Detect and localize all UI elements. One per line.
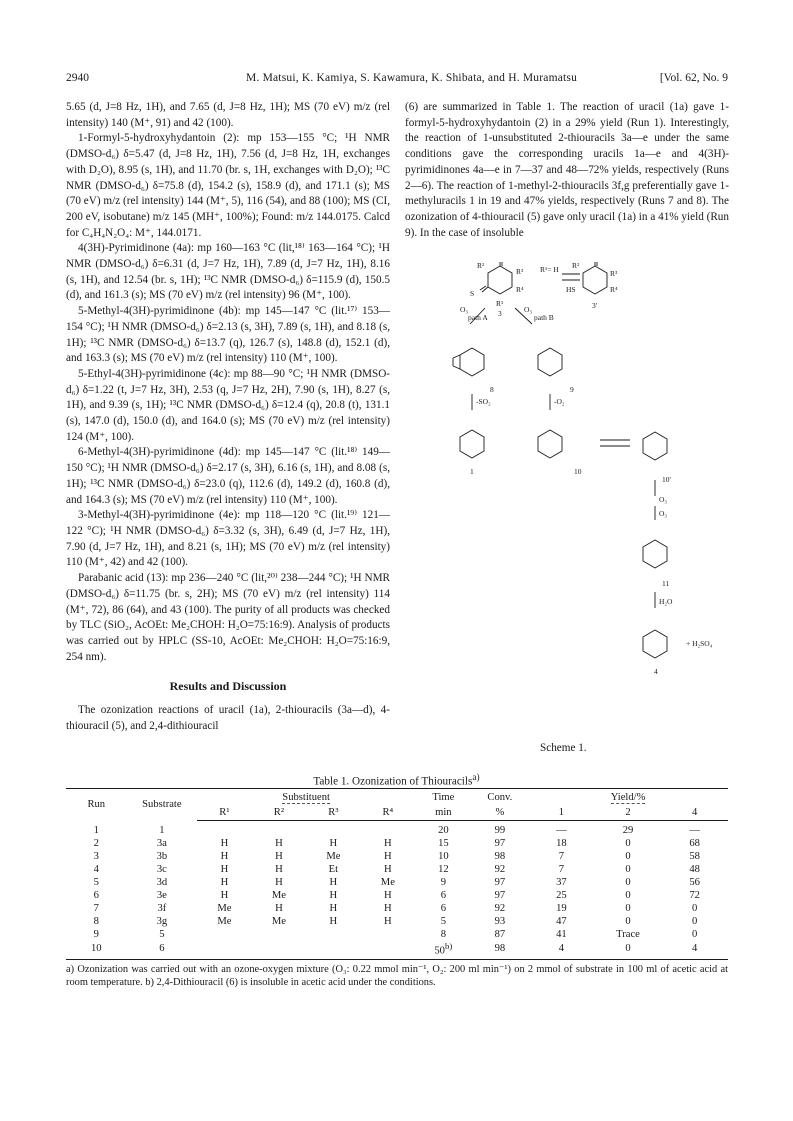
experimental-paragraph: 5-Ethyl-4(3H)-pyrimidinone (4c): mp 88—90 °C; ¹H NMR (DMSO-d₆) δ=1.22 (t, J=7 Hz, 3H), 2.53 (q, J=7 Hz, 2H), 7.90 (s, 1H), 8.27 (s, 1H), and 9.39 (s, 1H); ¹³C NMR (DMSO-d₆) δ=12.4 (q), 20.8 (t), 131.1 (s), 147.0 (d), 150.0 (d), and 164.0 (s); MS (70 eV) m/z (rel intensity) 124 (M⁺, 100).: [66, 367, 390, 443]
table-cell: 9: [440, 877, 446, 888]
table-cell: 3b: [156, 851, 168, 862]
table-cell: 5: [93, 877, 99, 888]
table-row: [66, 902, 728, 915]
scheme-label-o3-a: O₃: [460, 305, 469, 314]
table-cell: 56: [689, 877, 700, 888]
table-cell: 0: [625, 838, 631, 849]
experimental-paragraph: 3-Methyl-4(3H)-pyrimidinone (4e): mp 118—120 °C (lit.¹⁹⁾ 121—122 °C); ¹H NMR (DMSO-d₆) δ=3.32 (s, 3H), 6.49 (d, J=7 Hz, 1H), 7.90 (d, J=7 Hz, 1H), and 8.21 (s, 1H); MS (70 eV) m/z (rel intensity) 110 (M⁺, 42) and 42 (100).: [66, 509, 390, 569]
table-cell: 6: [440, 890, 446, 901]
table-cell: [252, 821, 306, 838]
scheme-caption: Scheme 1.: [540, 742, 587, 754]
table-row: [66, 889, 728, 902]
table-cell: H: [220, 877, 229, 888]
table-row: [66, 915, 728, 928]
table-cell: Me: [271, 916, 286, 927]
table-cell: [197, 941, 251, 959]
scheme-label-h2so4: + H₂SO₄: [686, 639, 713, 648]
scheme-label-r3: R³: [610, 269, 618, 278]
table-cell: 25: [556, 890, 567, 901]
table-cell: 3e: [156, 890, 167, 901]
table-cell: [415, 941, 472, 959]
ozonization-table: [66, 788, 728, 960]
compound-label-3: 3: [498, 309, 502, 318]
section-title: Results and Discussion: [169, 679, 287, 694]
table-cell: 3a: [156, 838, 167, 849]
experimental-paragraph: 5-Methyl-4(3H)-pyrimidinone (4b): mp 145—147 °C (lit.¹⁷⁾ 153—154 °C); ¹H NMR (DMSO-d₆) δ=2.13 (s, 3H), 7.89 (s, 1H), and 8.18 (s, 1H); ¹³C NMR (DMSO-d₆) δ=13.7 (q), 126.7 (s), 148.8 (d), 152.1 (d), and 163.3 (s); MS (70 eV) m/z (rel intensity) 110 (M⁺, 100).: [66, 305, 390, 365]
compound-label-3-prime: 3': [592, 301, 598, 310]
table-cell: H: [384, 916, 392, 927]
scheme-label-r2: R²: [572, 262, 580, 270]
header-yield-label: Yield/%: [610, 791, 646, 803]
table-cell: 0: [692, 903, 698, 914]
table-cell: H: [220, 851, 229, 862]
scheme-label-h2o: H₂O: [659, 597, 673, 606]
scheme-label-r3: R³: [516, 267, 524, 276]
experimental-paragraph: 4(3H)-Pyrimidinone (4a): mp 160—163 °C (lit,¹⁸⁾ 163—164 °C); ¹H NMR (DMSO-d₆) δ=6.31 (d, J=7 Hz, 1H), 7.89 (d, J=7 Hz, 1H), 8.16 (s, 1H), and 12.54 (br. s, 1H); ¹³C NMR (DMSO-d₆) δ=115.9 (d), 150.5 (d), and 161.3 (s); MS (70 eV) m/z (rel intensity) 96 (M⁺, 100).: [66, 242, 390, 302]
table-header-row: [66, 789, 728, 806]
table-cell: —: [689, 825, 700, 836]
table-cell: 0: [595, 941, 662, 959]
table-cell: 1: [93, 824, 99, 836]
table-cell: 19: [556, 903, 567, 914]
table-cell: H: [329, 916, 338, 927]
header-r3: R³: [306, 805, 360, 821]
table-cell: 97: [494, 890, 506, 901]
table-cell: 68: [689, 838, 700, 849]
scheme-label-o2: -O₂: [554, 397, 565, 406]
table-cell: [306, 941, 360, 959]
table-cell: Me: [217, 903, 232, 914]
table-caption-note: a): [472, 773, 480, 783]
table-cell: [361, 928, 415, 941]
compound-label-4: 4: [654, 667, 658, 676]
table-cell: 0: [625, 916, 631, 927]
table-cell: 12: [438, 864, 449, 875]
table-cell: 15: [438, 838, 449, 849]
compound-label-1: 1: [470, 467, 474, 476]
experimental-paragraph: Parabanic acid (13): mp 236—240 °C (lit,²⁰⁾ 238—244 °C); ¹H NMR (DMSO-d₆) δ=11.75 (br. s, 2H); MS (70 eV) m/z (rel intensity) 114 (M⁺, 72), 86 (64), and 43 (100). The purity of all products was checked by TLC (SiO₂, AcOEt: Me₂CHOH: H₂O=75:16:9). Analysis of products was carried out by HPLC (SS-10, AcOEt: Me₂CHOH: H₂O=75:16:9, 254 nm).: [66, 572, 390, 663]
table-cell: 8: [440, 929, 446, 940]
table-body: [66, 821, 728, 960]
experimental-paragraph: 1-Formyl-5-hydroxyhydantoin (2): mp 153—155 °C; ¹H NMR (DMSO-d₆) δ=5.47 (d, J=8 Hz, 1H), 7.56 (d, J=8 Hz, 1H, exchanges with D₂O), 8.95 (s, 1H), and 11.70 (br. s, 1H, exchanges with D₂O); ¹³C NMR (DMSO-d₆) δ=75.8 (d), 154.2 (s), 158.9 (d), and 171.1 (s); MS (70 eV) m/z (rel intensity) 144 (M⁺, 5), 116 (54), and 88 (100); MS (CI, 200 eV, isobutane) m/z 145 (MH⁺, 100%); Found: m/z 144.0175. Calcd for C₄H₄N₂O₄: M⁺, 144.0171.: [66, 132, 390, 239]
table-cell: Me: [380, 877, 395, 888]
table-cell: 10: [438, 851, 449, 862]
table-row: [66, 821, 728, 838]
experimental-paragraph: 6-Methyl-4(3H)-pyrimidinone (4d): mp 145—147 °C (lit.¹⁸⁾ 149—150 °C); ¹H NMR (DMSO-d₆) δ=2.17 (s, 3H), 6.16 (s, 1H), and 8.08 (s, 1H); ¹³C NMR (DMSO-d₆) δ=23.0 (q), 112.6 (d), 149.2 (d), 160.8 (d), and 164.3 (s); MS (70 eV) m/z (rel intensity) 110 (M⁺, 100).: [66, 446, 390, 506]
table-cell: H: [275, 864, 283, 875]
table-cell: Me: [271, 890, 286, 901]
table-cell: 99: [494, 825, 506, 836]
running-head: [66, 72, 728, 88]
table-cell: Me: [326, 851, 341, 862]
table-cell: 1: [159, 824, 165, 836]
header-yield-4: 4: [661, 805, 728, 821]
left-column: [66, 100, 390, 734]
table-cell: H: [329, 877, 338, 888]
table-cell: 7: [558, 851, 565, 862]
table-cell: 93: [494, 916, 506, 927]
reaction-scheme: [450, 262, 750, 762]
table-cell: [197, 821, 251, 838]
table-cell: 3f: [157, 903, 167, 914]
table-row: [66, 928, 728, 941]
table-cell: 4: [93, 864, 99, 875]
page-number: 2940: [66, 72, 89, 84]
scheme-label-r1h: R¹= H: [540, 265, 559, 274]
table-cell: [361, 821, 415, 838]
table-footnote: a) Ozonization was carried out with an ozone-oxygen mixture (O₃: 0.22 mmol min⁻¹, O₂: 200 ml min⁻¹) on 2 mmol of substrate in 100 ml of acetic acid at room temperature. b) 2,4-Dithiouracil (6) is insoluble in acetic acid under the conditions.: [66, 964, 728, 989]
table-cell: 92: [494, 864, 506, 875]
table-row: [66, 941, 728, 959]
author-list: M. Matsui, K. Kamiya, S. Kawamura, K. Shibata, and H. Muramatsu: [246, 72, 578, 84]
compound-label-8: 8: [490, 385, 494, 394]
table-cell: 4: [528, 941, 595, 959]
header-time: Time: [415, 789, 472, 806]
table-cell: [306, 821, 360, 838]
header-substituent-label: Substituent: [282, 791, 330, 803]
table-cell: 97: [494, 838, 506, 849]
table-cell: 5: [159, 929, 165, 940]
table-cell: 3: [93, 851, 99, 862]
scheme-label-hs: HS: [566, 285, 576, 294]
table-cell: H: [329, 838, 338, 849]
table-cell: 0: [625, 851, 631, 862]
table-cell: 47: [556, 916, 567, 927]
table-cell: H: [329, 890, 338, 901]
scheme-label-r1: R¹: [496, 299, 504, 308]
discussion-paragraph: The ozonization reactions of uracil (1a), 2-thiouracils (3a—d), 4-thiouracil (5), and 2,4-dithiouracil: [66, 704, 390, 732]
scheme-label-so2: -SO₂: [476, 397, 491, 406]
table-cell: 48: [689, 864, 700, 875]
table-cell: 2: [93, 838, 99, 849]
table-cell: 58: [689, 851, 700, 862]
header-yield: [528, 789, 728, 806]
table-cell: 0: [692, 929, 698, 940]
scheme-label-r4: R⁴: [610, 285, 618, 294]
table-cell: H: [329, 903, 338, 914]
header-r1: R¹: [197, 805, 251, 821]
compound-label-10-prime: 10': [662, 475, 671, 484]
table-cell: [252, 941, 306, 959]
table-cell: 3d: [156, 877, 168, 888]
scheme-label-o3: O₃: [659, 495, 668, 504]
table-cell: Et: [328, 864, 339, 875]
table-cell: 6: [93, 890, 99, 901]
table-cell: [361, 941, 415, 959]
table-cell: 3g: [156, 916, 168, 927]
table-cell: 20: [438, 825, 449, 836]
table-cell: 0: [625, 890, 631, 901]
scheme-label-path-a: path A: [468, 313, 488, 322]
table-cell: 0: [625, 903, 631, 914]
table-cell: 7: [558, 864, 565, 875]
table-cell: 5: [440, 916, 446, 927]
table-cell: 41: [556, 929, 567, 940]
table-cell: H: [384, 864, 392, 875]
header-substituent: [197, 789, 415, 806]
table-cell: [197, 928, 251, 941]
scheme-label-r4: R⁴: [516, 285, 524, 294]
table-cell: [306, 928, 360, 941]
compound-label-9: 9: [570, 385, 574, 394]
table-cell: 72: [689, 890, 700, 901]
right-column: [405, 100, 729, 241]
header-time-unit: min: [415, 805, 472, 821]
table-cell: H: [384, 838, 392, 849]
reaction-scheme-drawing: [450, 262, 750, 762]
compound-label-10: 10: [574, 467, 582, 476]
table-row: [66, 876, 728, 889]
table-caption-text: Table 1. Ozonization of Thiouracils: [313, 775, 473, 788]
table-cell: 87: [494, 929, 506, 940]
header-r4: R⁴: [361, 805, 415, 821]
table-row: [66, 837, 728, 850]
volume-info: [Vol. 62, No. 9: [659, 72, 728, 84]
table-caption: [0, 773, 793, 788]
table-cell: H: [220, 890, 229, 901]
table-row: [66, 863, 728, 876]
table-row: [66, 850, 728, 863]
table-cell: 3c: [156, 864, 167, 875]
table-cell: 8: [93, 916, 99, 927]
time-footnote-mark: b): [444, 941, 453, 951]
table-cell: 98: [494, 851, 506, 862]
table-cell: 98: [472, 941, 529, 959]
scheme-label-s: S: [470, 289, 475, 298]
table-cell: 9: [93, 929, 99, 940]
discussion-paragraph: (6) are summarized in Table 1. The reaction of uracil (1a) gave 1-formyl-5-hydroxyhydantoin (2) in a 29% yield (Run 1). Interestingly, the reaction of 1-unsubstituted 2-thiouracils 3a—e under the same conditions gave the corresponding uracils 1a—e and 4(3H)-pyrimidinones 4a—e in 7—37 and 48—72% yields, respectively (Runs 2—6). The reaction of 1-methyl-2-thiouracils 3f,g preferentially gave 1-methyluracils 1 in 19 and 47% yields, respectively (Runs 7 and 8). The ozonization of 4-thiouracil (5) gave only uracil (1a) in a 41% yield (Run 9). In the case of insoluble: [405, 101, 729, 239]
scheme-label-o3: O₃: [659, 509, 668, 518]
table-cell: Me: [217, 916, 232, 927]
table-cell: 18: [556, 838, 567, 849]
table-cell: H: [275, 851, 283, 862]
table-cell: H: [384, 903, 392, 914]
header-run: Run: [66, 789, 127, 821]
table-cell: 6: [440, 903, 446, 914]
table-cell: 92: [494, 903, 506, 914]
header-conv-unit: %: [472, 805, 529, 821]
table-cell: 0: [625, 864, 631, 875]
compound-label-11: 11: [662, 579, 670, 588]
header-yield-2: 2: [595, 805, 662, 821]
table-cell: H: [384, 890, 392, 901]
scheme-label-path-b: path B: [534, 313, 554, 322]
scheme-label-o3-b: O₃: [524, 305, 533, 314]
table-cell: 37: [556, 877, 567, 888]
header-substrate: Substrate: [127, 789, 198, 821]
table-cell: 7: [93, 903, 99, 914]
header-r2: R²: [252, 805, 306, 821]
table-cell: Trace: [616, 929, 640, 940]
table-cell: H: [275, 903, 283, 914]
scheme-label-r2: R²: [477, 262, 485, 270]
table-cell: 6: [127, 941, 198, 959]
table-cell: 29: [622, 825, 634, 836]
table-cell-value: 50: [434, 945, 445, 957]
table-cell: 0: [692, 916, 698, 927]
table-cell: 10: [66, 941, 127, 959]
table-cell: H: [384, 851, 392, 862]
table-cell: H: [275, 877, 283, 888]
table-cell: H: [275, 838, 283, 849]
table-cell: [252, 928, 306, 941]
header-yield-1: 1: [528, 805, 595, 821]
table-cell: —: [556, 825, 567, 836]
table-cell: H: [220, 838, 229, 849]
table-cell: 4: [661, 941, 728, 959]
table-cell: H: [220, 864, 229, 875]
header-conv: Conv.: [472, 789, 529, 806]
table-cell: 97: [494, 877, 506, 888]
experimental-paragraph: 5.65 (d, J=8 Hz, 1H), and 7.65 (d, J=8 Hz, 1H); MS (70 eV) m/z (rel intensity) 140 (M⁺, 91) and 42 (100).: [66, 101, 390, 129]
table-cell: 0: [625, 877, 631, 888]
